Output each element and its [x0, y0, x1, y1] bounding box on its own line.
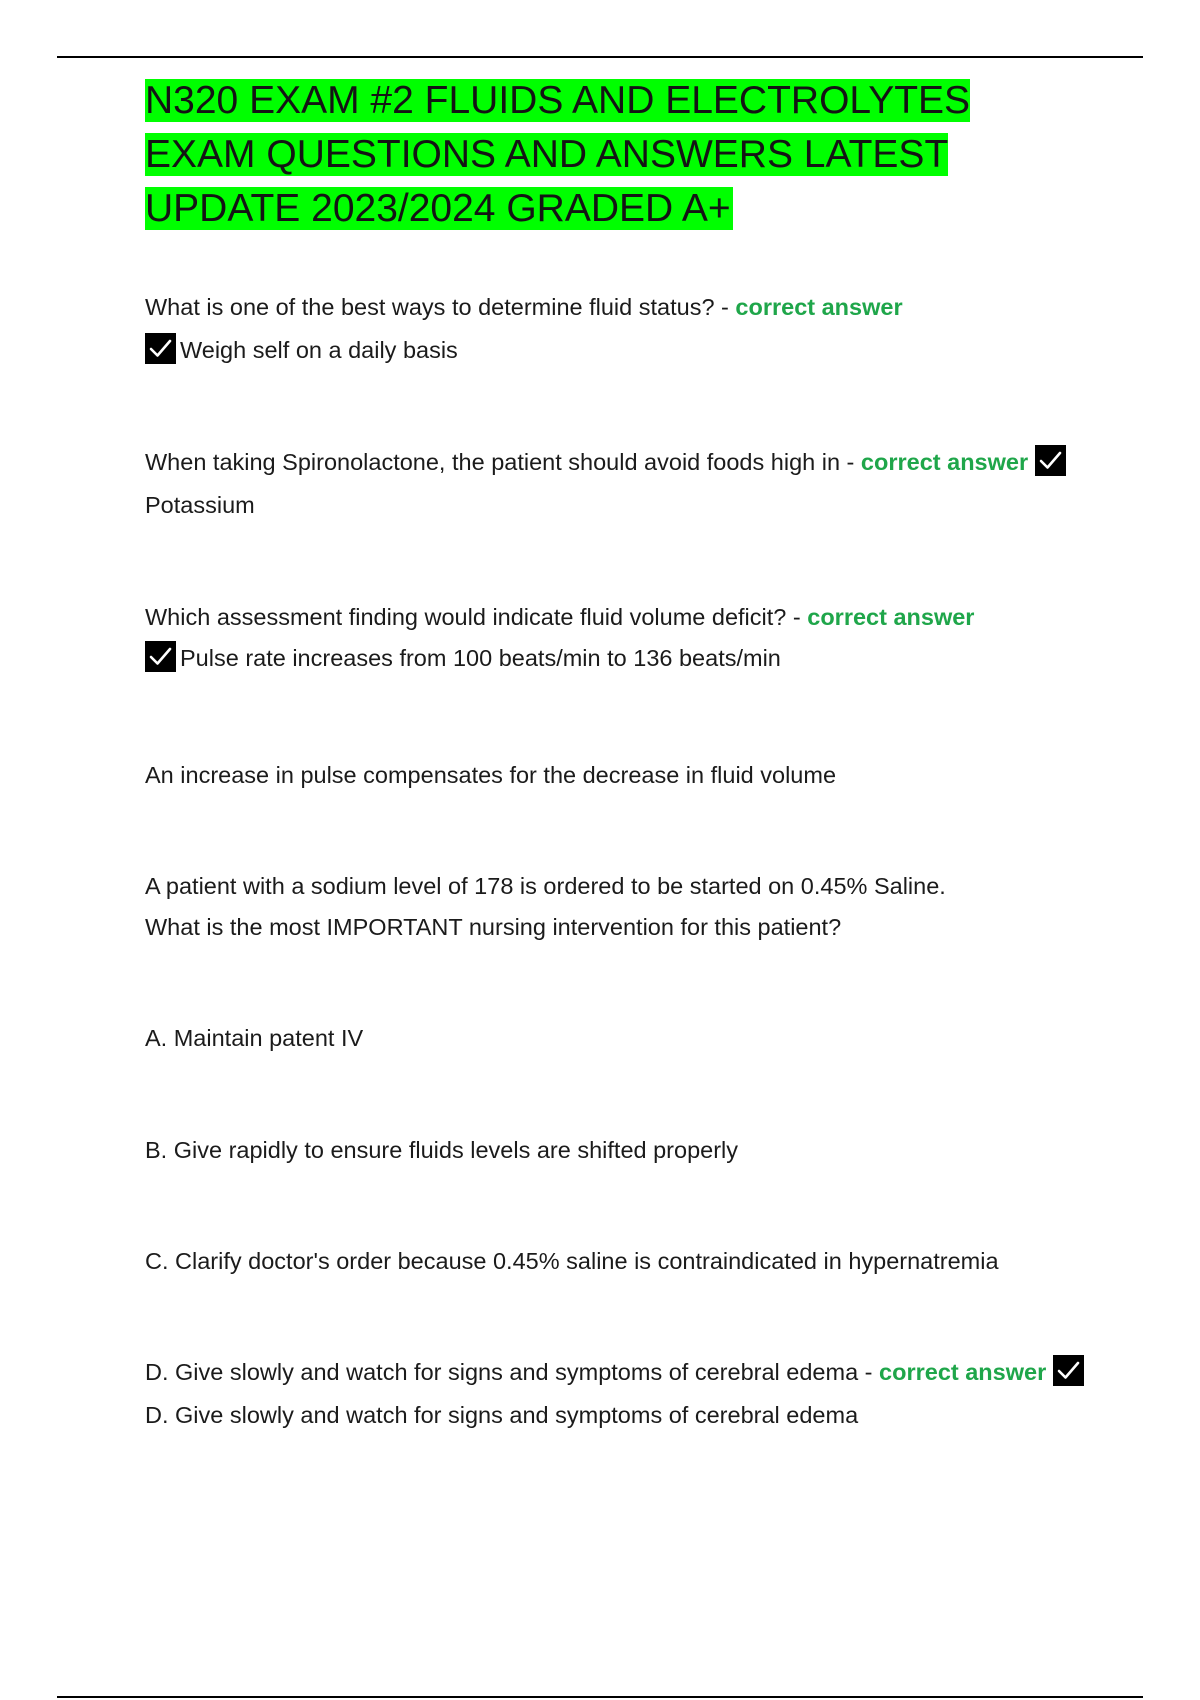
option-d-text: D. Give slowly and watch for signs and symptoms of cerebral edema -: [145, 1359, 873, 1385]
question-4-stem: [145, 866, 1105, 948]
qa-item-1: [145, 286, 1105, 372]
check-box-icon: [1053, 1355, 1084, 1386]
answer-text: Weigh self on a daily basis: [180, 337, 458, 363]
question-text: When taking Spironolactone, the patient should avoid foods high in -: [145, 449, 855, 475]
option-b: B. Give rapidly to ensure fluids levels are shifted properly: [145, 1137, 739, 1163]
answer-text: D. Give slowly and watch for signs and symptoms of cerebral edema: [145, 1402, 859, 1428]
document-title: [145, 74, 1045, 236]
option-d: [145, 1351, 1105, 1437]
qa-item-2: [145, 441, 1105, 527]
question-stem-line-2: What is the most IMPORTANT nursing intervention for this patient?: [145, 914, 842, 940]
correct-answer-label: correct answer: [860, 449, 1029, 475]
question-text: Which assessment finding would indicate fluid volume deficit? -: [145, 604, 801, 630]
check-box-icon: [145, 641, 176, 672]
correct-answer-label: correct answer: [735, 294, 903, 320]
check-box-icon: [145, 333, 176, 364]
correct-answer-label: correct answer: [807, 604, 975, 630]
title-highlight: N320 EXAM #2 FLUIDS AND ELECTROLYTES EXAM QUESTIONS AND ANSWERS LATEST UPDATE 2023/2024 GRADED A+: [145, 79, 971, 230]
answer-text: Pulse rate increases from 100 beats/min to 136 beats/min: [180, 645, 781, 671]
check-box-icon: [1035, 445, 1066, 476]
top-rule: [57, 56, 1143, 58]
rationale-text: An increase in pulse compensates for the decrease in fluid volume: [145, 762, 837, 788]
answer-text: Potassium: [145, 492, 255, 518]
correct-answer-label: correct answer: [879, 1359, 1047, 1385]
question-stem-line-1: A patient with a sodium level of 178 is ordered to be started on 0.45% Saline.: [145, 873, 946, 899]
option-a: A. Maintain patent IV: [145, 1025, 364, 1051]
option-c: C. Clarify doctor's order because 0.45% saline is contraindicated in hypernatremia: [145, 1248, 999, 1274]
bottom-rule: [57, 1696, 1143, 1698]
question-text: What is one of the best ways to determine fluid status? -: [145, 294, 729, 320]
qa-item-3: [145, 597, 1105, 679]
